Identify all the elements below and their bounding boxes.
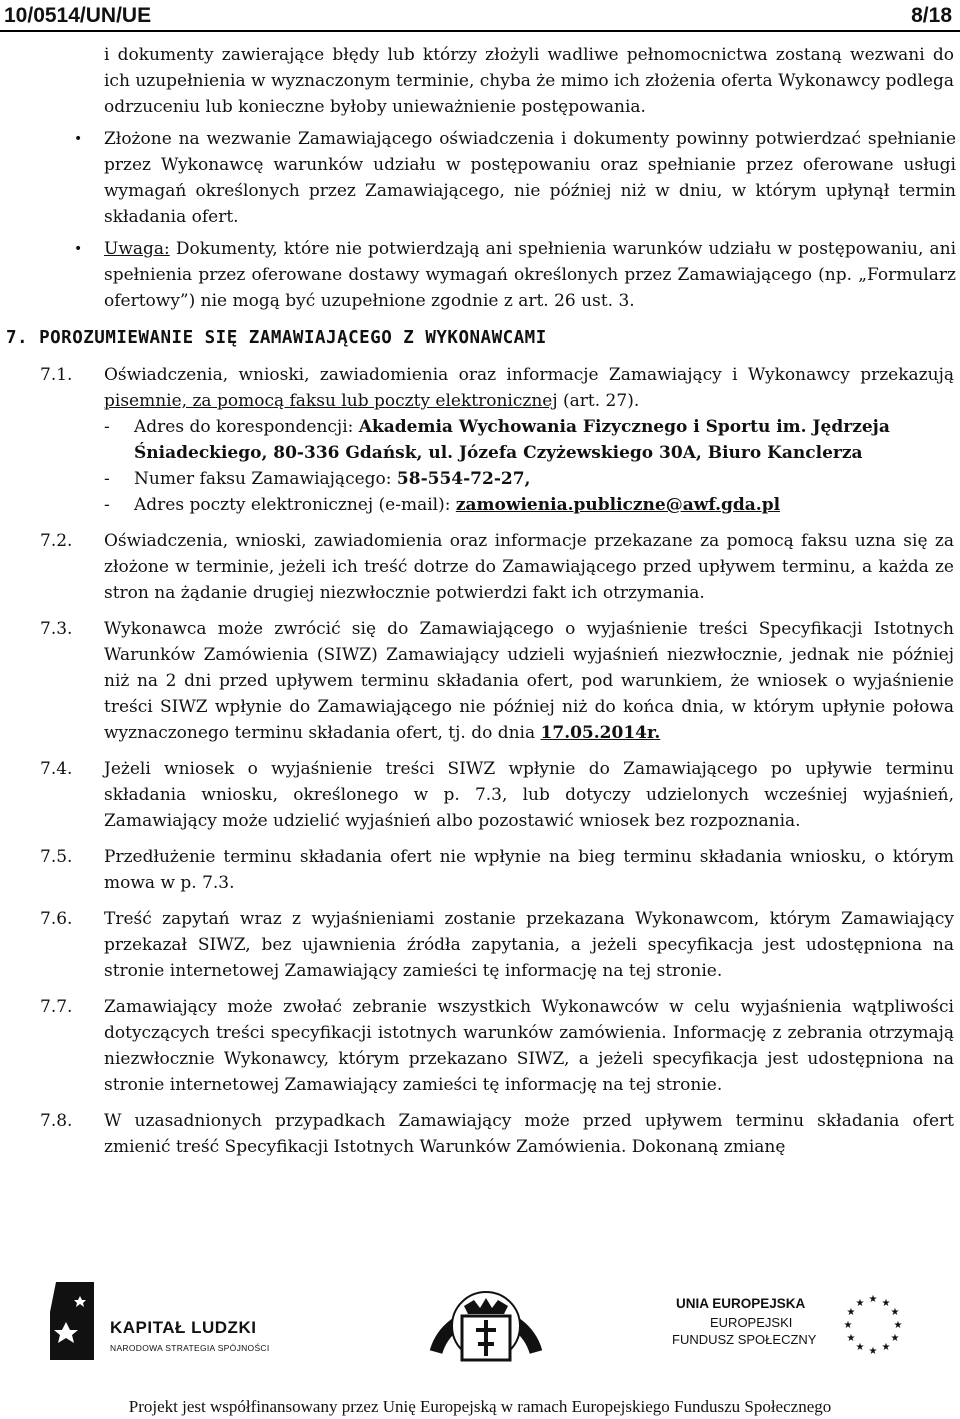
clause-number: 7.6. [40,909,73,929]
eu-social-fund-logo [670,1292,930,1362]
dash-marker: - [104,495,110,515]
svg-text:★: ★ [868,1294,878,1305]
university-seal-icon [418,1264,554,1370]
clause-text: (art. 27). [557,391,640,411]
clause-7-8 [40,1108,954,1160]
eu-title: UNIA EUROPEJSKA [676,1296,806,1311]
clause-number: 7.8. [40,1111,73,1131]
svg-text:★: ★ [843,1320,853,1331]
svg-text:★: ★ [881,1298,891,1309]
clause-7-1 [40,362,954,414]
page-number: 8/18 [911,4,952,27]
clause-7-5 [40,844,954,896]
svg-text:★: ★ [846,1307,856,1318]
svg-text:★: ★ [881,1342,891,1353]
dash-marker: - [104,417,110,437]
section-heading: 7. POROZUMIEWANIE SIĘ ZAMAWIAJĄCEGO Z WYKONAWCAMI [6,328,547,348]
clause-text: Wykonawca może zwrócić się do Zamawiającego o wyjaśnienie treści Specyfikacji Istotnych Warunków Zamówienia (SIWZ) Zamawiający udzieli wyjaśnień niezwłocznie, jednak nie później niż na 2 dni przed upływem terminu składania ofert, pod warunkiem, że wniosek o wyjaśnienie treści SIWZ wpłynie do Zamawiającego nie później niż do końca dnia, w którym upłynie połowa wyznaczonego terminu składania ofert, tj. do dnia [104,619,954,743]
clause-7-2 [40,528,954,606]
address-line-continued [134,440,954,466]
address-value: Śniadeckiego, 80-336 Gdańsk, ul. Józefa Czyżewskiego 30A, Biuro Kanclerza [134,443,863,463]
clause-7-6 [40,906,954,984]
svg-text:★: ★ [893,1320,903,1331]
header-divider [0,30,960,32]
clause-number: 7.2. [40,531,73,551]
clause-number: 7.3. [40,619,73,639]
clause-number: 7.1. [40,365,73,385]
note-text: Dokumenty, które nie potwierdzają ani spełnienia warunków udziału w postępowaniu, ani spełnienia przez oferowane dostawy wymagań określonych przez Zamawiającego (np. „Formularz ofertowy”) nie mogą być uzupełnione zgodnie z art. 26 ust. 3. [104,239,956,311]
clause-number: 7.7. [40,997,73,1017]
address-value: Akademia Wychowania Fizycznego i Sportu im. Jędrzeja [358,417,890,437]
svg-text:★: ★ [855,1342,865,1353]
clause-text: Oświadczenia, wnioski, zawiadomienia oraz informacje Zamawiający i Wykonawcy przekazują [104,365,954,385]
document-body [0,42,960,1160]
clause-7-4 [40,756,954,834]
clause-7-3 [40,616,954,746]
email-line [104,492,954,518]
clause-text: Jeżeli wniosek o wyjaśnienie treści SIWZ wpłynie do Zamawiającego po upływie terminu składania wniosku, określonego w p. 7.3, lub dotyczy udzielonych wcześniej wyjaśnień, Zamawiający może udzielić wyjaśnień albo pozostawić wniosek bez rozpoznania. [104,759,954,831]
dash-marker: - [104,469,110,489]
bullet-item [104,236,956,314]
fax-label: Numer faksu Zamawiającego: [134,469,397,489]
clause-text: Oświadczenia, wnioski, zawiadomienia oraz informacje przekazane za pomocą faksu uzna się za złożone w terminie, jeżeli ich treść dotrze do Zamawiającego przed upływem terminu, a każda ze stron na żądanie drugiej niezwłocznie potwierdzi fakt ich otrzymania. [104,531,954,603]
svg-text:★: ★ [890,1333,900,1344]
clause-text: Zamawiający może zwołać zebranie wszystkich Wykonawców w celu wyjaśnienia wątpliwości dotyczących treści specyfikacji istotnych warunków zamówienia. Informację z zebrania otrzymają niezwłocznie Wykonawcy, którym przekazano SIWZ, a jeżeli specyfikacja jest udostępniona na stronie internetowej Zamawiający zamieści tę informację na tej stronie. [104,997,954,1095]
fax-line [104,466,954,492]
eu-fund-line: FUNDUSZ SPOŁECZNY [672,1332,817,1347]
clause-text: Treść zapytań wraz z wyjaśnieniami zostanie przekazana Wykonawcom, którym Zamawiający przekazał SIWZ, bez ujawnienia źródła zapytania, a jeżeli specyfikacja jest udostępniona na stronie internetowej Zamawiający zamieści tę informację na tej stronie. [104,909,954,981]
deadline-date: 17.05.2014r. [540,723,661,743]
svg-text:★: ★ [855,1298,865,1309]
fax-value: 58-554-72-27, [396,469,531,489]
email-link[interactable]: zamowienia.publiczne@awf.gda.pl [455,495,781,515]
kapital-ludzki-icon [50,1282,94,1360]
kapital-ludzki-subtitle: NARODOWA STRATEGIA SPÓJNOŚCI [110,1343,270,1353]
intro-paragraph: i dokumenty zawierające błędy lub którzy złożyli wadliwe pełnomocnictwa zostaną wezwani do ich uzupełnienia w wyznaczonym terminie, chyba że mimo ich złożenia oferta Wykonawcy podlega odrzuceniu lub konieczne byłoby unieważnienie postępowania. [104,45,954,117]
address-label: Adres do korespondencji: [134,417,359,437]
clause-7-7 [40,994,954,1098]
note-label: Uwaga: [104,239,170,259]
document-reference: 10/0514/UN/UE [4,4,152,27]
kapital-ludzki-title: KAPITAŁ LUDZKI [110,1318,257,1337]
clause-number: 7.4. [40,759,73,779]
svg-text:★: ★ [868,1346,878,1357]
email-label: Adres poczty elektronicznej (e-mail): [134,495,456,515]
address-line [104,414,954,440]
logo-bar [0,1262,960,1372]
footer-note: Projekt jest współfinansowany przez Unię Europejską w ramach Europejskiego Funduszu Społecznego [128,1397,832,1416]
eu-fund-line: EUROPEJSKI [710,1315,793,1330]
bullet-item: • Złożone na wezwanie Zamawiającego oświadczenia i dokumenty powinny potwierdzać spełnianie przez Wykonawcę warunków udziału w postępowaniu oraz spełnianie przez oferowane usługi wymagań określonych przez Zamawiającego, nie później niż w dniu, w którym upłynął termin składania ofert. [104,126,956,230]
svg-text:★: ★ [890,1307,900,1318]
kapital-ludzki-logo [50,1282,270,1362]
clause-number: 7.5. [40,847,73,867]
eu-stars-icon [838,1292,908,1358]
communication-methods: pisemnie, za pomocą faksu lub poczty elektronicznej [104,391,558,411]
clause-text: W uzasadnionych przypadkach Zamawiający może przed upływem terminu składania ofert zmienić treść Specyfikacji Istotnych Warunków Zamówienia. Dokonaną zmianę [104,1111,954,1157]
svg-text:★: ★ [846,1333,856,1344]
clause-text: Przedłużenie terminu składania ofert nie wpłynie na bieg terminu składania wniosku, o którym mowa w p. 7.3. [104,847,954,893]
